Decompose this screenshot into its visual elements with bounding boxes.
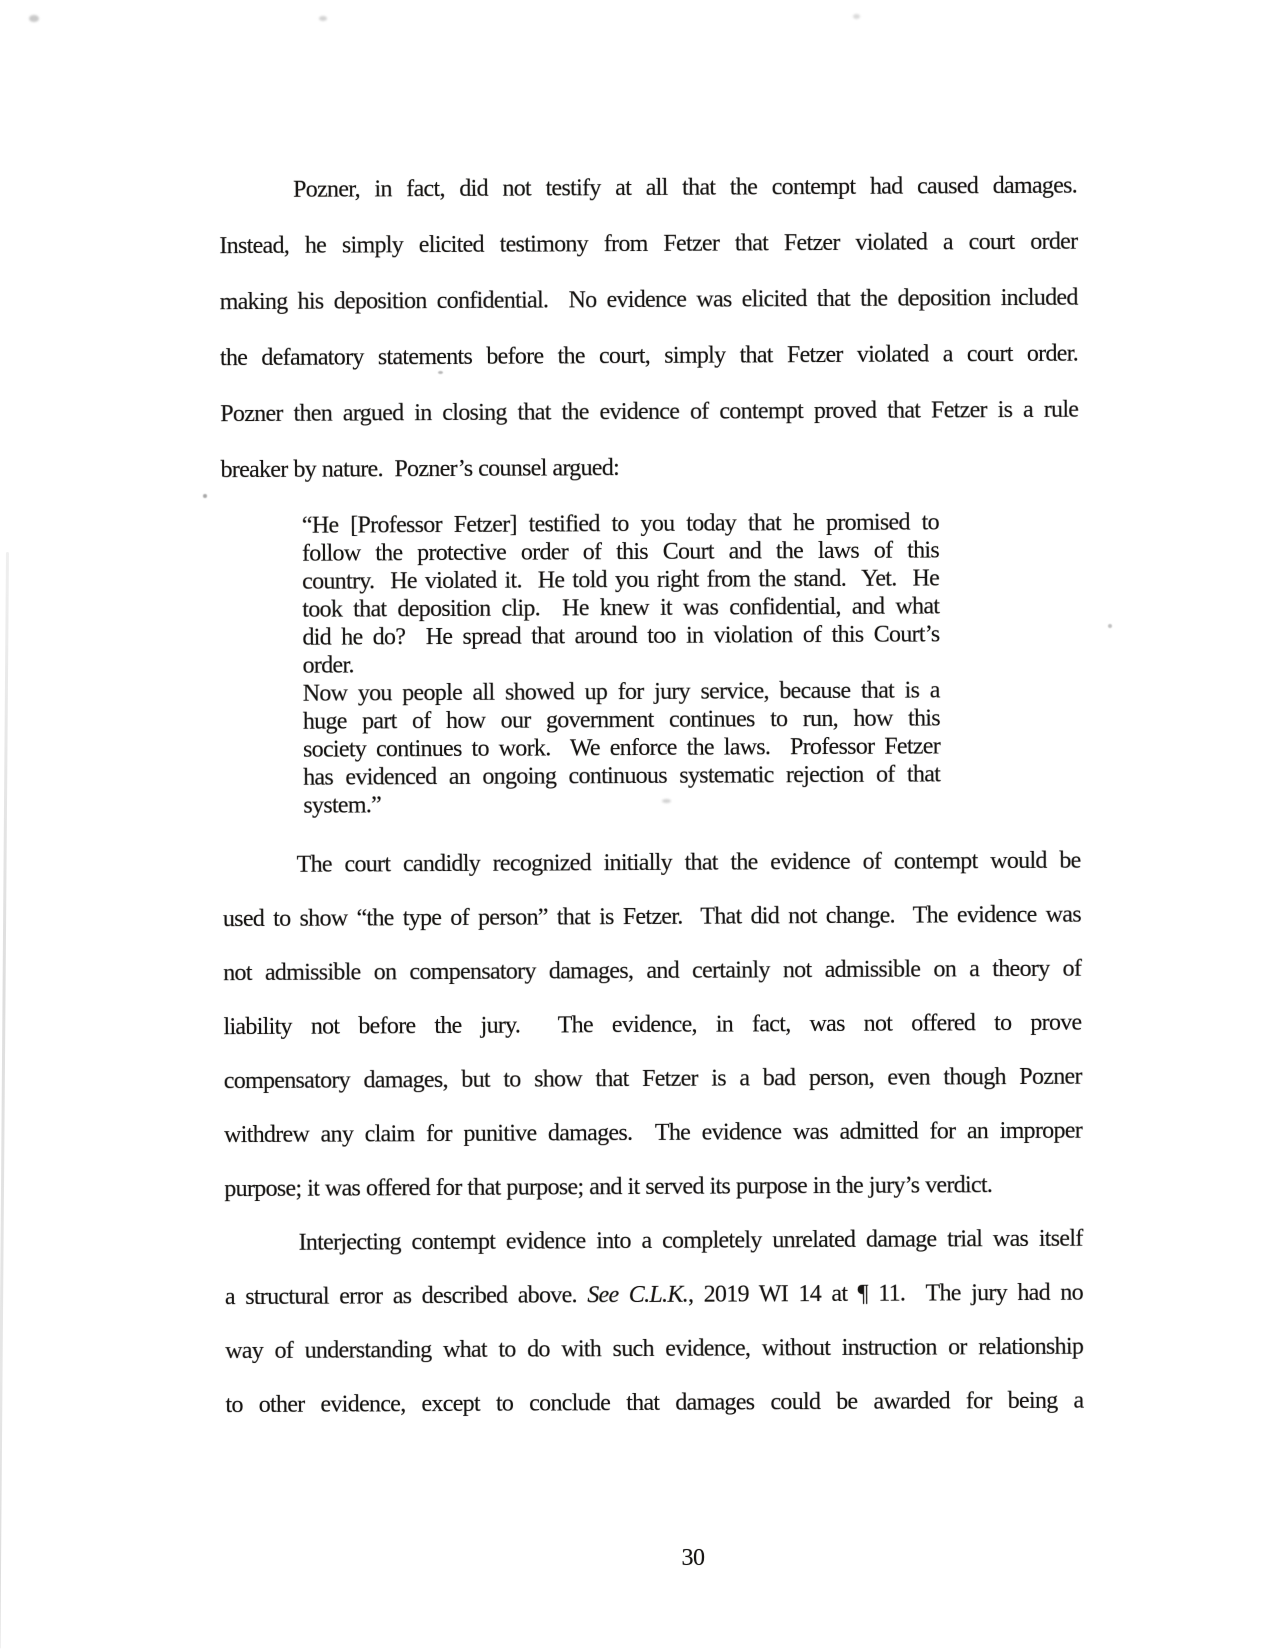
- text-line: compensatory damages, but to show that Fetzer is a bad person, even though Pozner: [223, 1063, 1082, 1095]
- text-line: to other evidence, except to conclude that damages could be awarded for being a: [225, 1387, 1084, 1419]
- text-line: The court candidly recognized initially that the evidence of contempt would be: [296, 847, 1081, 878]
- text-line: Pozner then argued in closing that the evidence of contempt proved that Fetzer is a rule: [220, 396, 1079, 428]
- text-line: Now you people all showed up for jury service, because that is a: [302, 677, 940, 707]
- paragraph-pozner-testimony: [219, 158, 1079, 498]
- text-line: follow the protective order of this Court and the laws of this: [301, 537, 940, 567]
- page-number: 30: [681, 1545, 705, 1571]
- text-line: Instead, he simply elicited testimony from Fetzer that Fetzer violated a court order: [219, 228, 1078, 260]
- block-quote-counsel-argument: [302, 508, 941, 819]
- case-citation-italic: See C.L.K.: [587, 1281, 689, 1309]
- text-segment: , 2019 WI 14 at ¶ 11. The jury had no: [687, 1279, 1083, 1308]
- paragraph-structural-error: [224, 1212, 1083, 1432]
- text-line: has evidenced an ongoing continuous systematic rejection of that: [303, 761, 941, 791]
- text-line: withdrew any claim for punitive damages. The evidence was admitted for an improper: [223, 1117, 1083, 1149]
- text-line: order.: [302, 652, 354, 679]
- paragraph-court-recognized: [222, 834, 1082, 1216]
- text-line: country. He violated it. He told you right from the stand. Yet. He: [302, 565, 940, 595]
- text-line: not admissible on compensatory damages, and certainly not admissible on a theory of: [223, 955, 1082, 987]
- text-line: did he do? He spread that around too in violation of this Court’s: [302, 621, 940, 651]
- text-line: breaker by nature. Pozner’s counsel argued:: [220, 455, 620, 484]
- text-line: way of understanding what to do with such evidence, without instruction or relationship: [225, 1333, 1084, 1365]
- text-line: liability not before the jury. The evidence, in fact, was not offered to prove: [223, 1009, 1082, 1041]
- text-line: [225, 1266, 1083, 1324]
- text-line: system.”: [303, 792, 382, 819]
- text-line: making his deposition confidential. No evidence was elicited that the deposition included: [219, 284, 1078, 316]
- text-line: used to show “the type of person” that is Fetzer. That did not change. The evidence was: [222, 901, 1081, 933]
- text-segment: a structural error as described above.: [224, 1282, 588, 1311]
- text-line: purpose; it was offered for that purpose; and it served its purpose in the jury’s verdict.: [224, 1172, 993, 1203]
- text-line: Pozner, in fact, did not testify at all that the contempt had caused damages.: [293, 172, 1078, 203]
- text-line: the defamatory statements before the court, simply that Fetzer violated a court order.: [219, 340, 1079, 372]
- text-line: “He [Professor Fetzer] testified to you today that he promised to: [301, 509, 939, 539]
- text-line: huge part of how our government continues to run, how this: [302, 705, 940, 735]
- text-line: took that deposition clip. He knew it was confidential, and what: [302, 593, 940, 623]
- text-line: Interjecting contempt evidence into a completely unrelated damage trial was itself: [298, 1225, 1083, 1256]
- text-line: society continues to work. We enforce the laws. Professor Fetzer: [302, 733, 941, 763]
